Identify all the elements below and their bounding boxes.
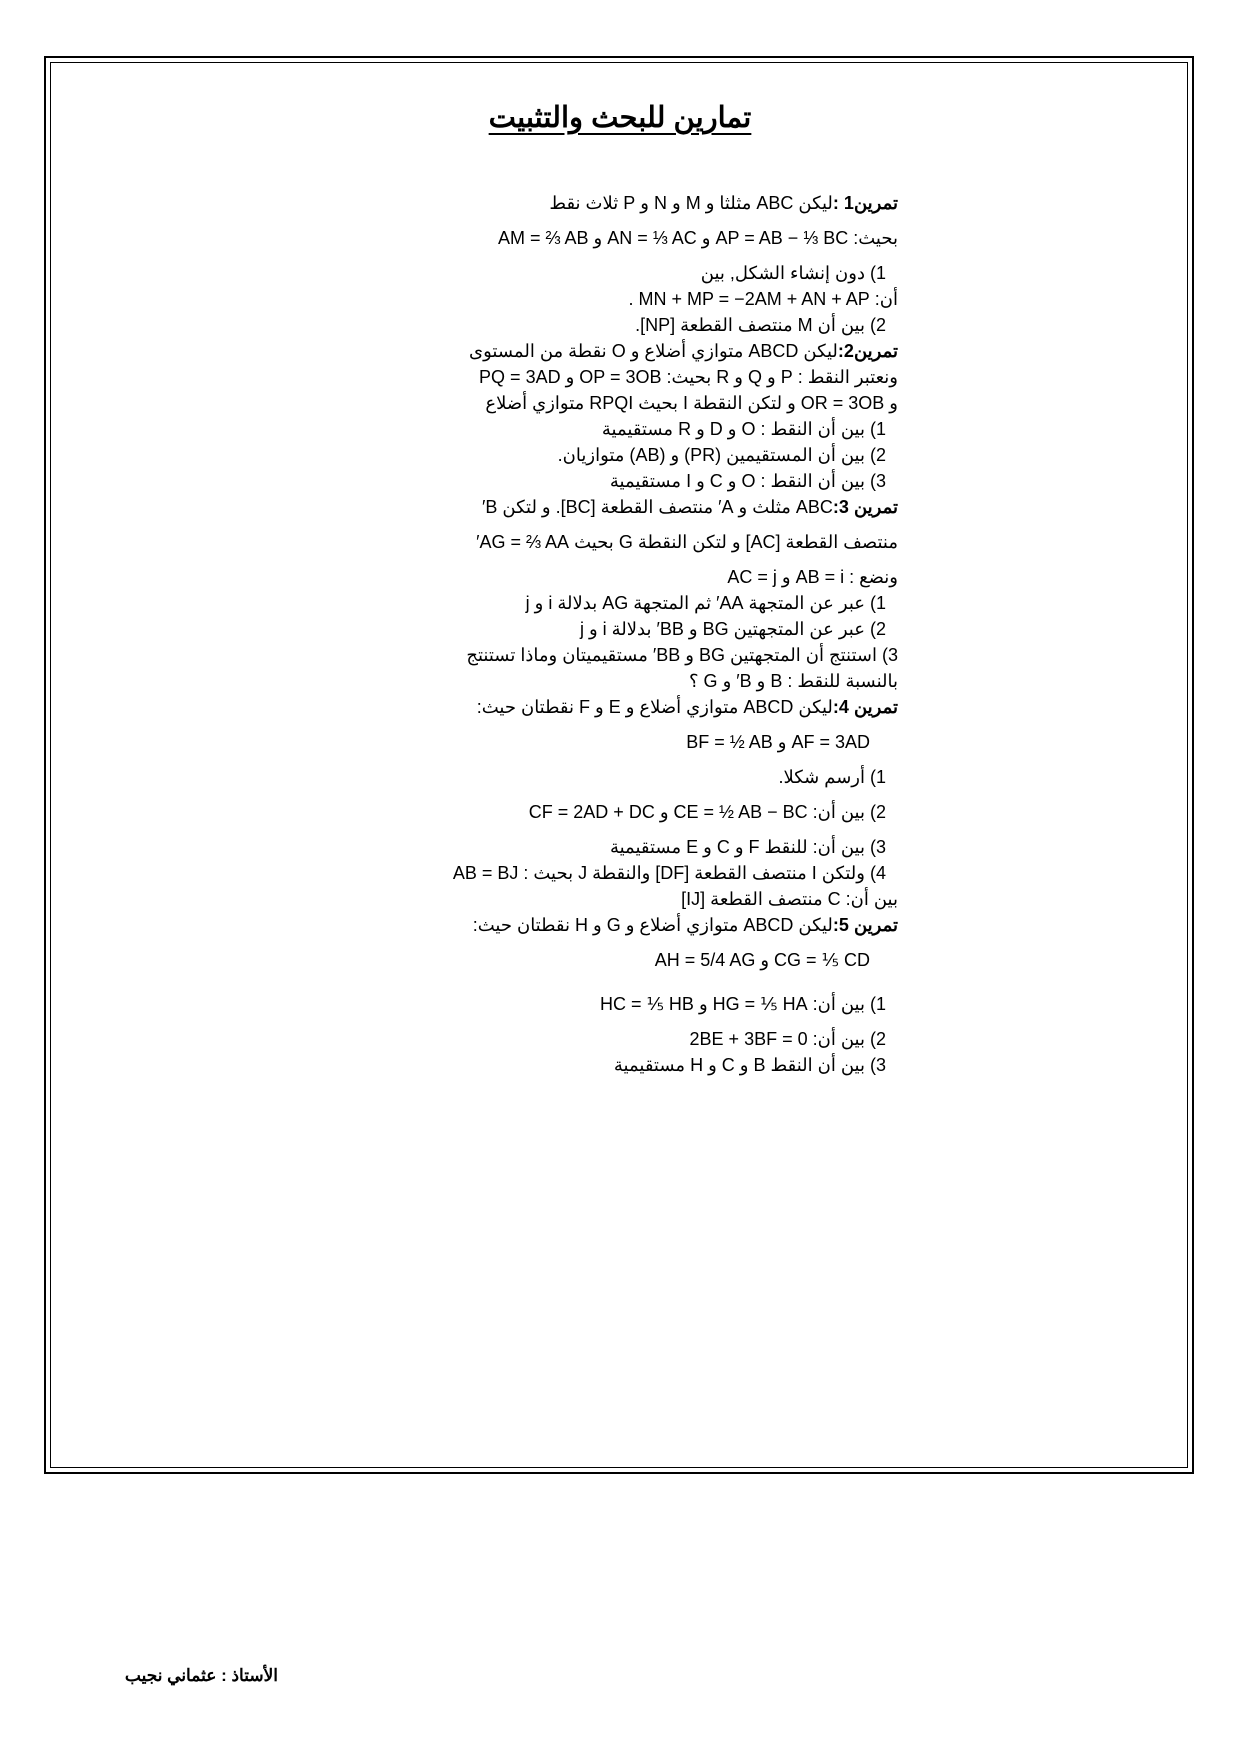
exercise-5-line: 3) بين أن النقط B و C و H مستقيمية <box>613 1055 886 1075</box>
exercise-3-line: 3) استنتج أن المتجهتين BG و BB′ مستقيميتان وماذا تستنتج <box>466 645 898 665</box>
exercise-4-intro: تمرين 4:ليكن ABCD متوازي أضلاع و E و F نقطتان حيث: <box>476 697 898 717</box>
exercise-3-line: ونضع : AB = i و AC = j <box>727 567 898 587</box>
exercise-2-line: و OR = 3OB و لتكن النقطة I بحيث RPQI متوازي أضلاع <box>485 393 898 413</box>
exercise-1-intro: تمرين1 :ليكن ABC مثلثا و M و N و P ثلاث نقط <box>549 193 898 213</box>
page-title: تمارين للبحث والتثبيت <box>488 102 752 134</box>
exercise-2-label: تمرين2: <box>837 341 898 361</box>
exercise-3-label: تمرين 3: <box>832 497 898 517</box>
exercise-5-line: CG = ⅕ CD و AH = 5/4 AG <box>654 950 870 970</box>
exercise-2-line: 1) بين أن النقط : O و D و R مستقيمية <box>601 419 886 439</box>
exercise-1-label: تمرين1 : <box>832 193 898 213</box>
exercise-1-line: أن: MN + MP = −2AM + AN + AP . <box>628 289 898 309</box>
exercise-5-intro: تمرين 5:ليكن ABCD متوازي أضلاع و G و H نقطتان حيث: <box>472 915 898 935</box>
exercise-4-line: 4) ولتكن I منتصف القطعة [DF] والنقطة J بحيث : AB = BJ <box>452 863 886 883</box>
exercise-3-line: بالنسبة للنقط : B و B′ و G ؟ <box>688 671 898 691</box>
exercise-1-line: بحيث: AP = AB − ⅓ BC و AN = ⅓ AC و AM = ⅔ AB <box>498 228 898 248</box>
exercise-2-line: ونعتبر النقط : P و Q و R بحيث: OP = 3OB و PQ = 3AD <box>479 367 898 387</box>
exercise-4-line: بين أن: C منتصف القطعة [IJ] <box>681 889 898 909</box>
exercise-3-line: منتصف القطعة [AC] و لتكن النقطة G بحيث AG = ⅔ AA′ <box>476 532 898 552</box>
exercise-3-line: 1) عبر عن المتجهة AA′ ثم المتجهة AG بدلالة i و j <box>525 593 886 613</box>
exercise-4-line: 2) بين أن: CE = ½ AB − BC و CF = 2AD + DC <box>528 802 886 822</box>
exercise-1-line: 2) بين أن M منتصف القطعة [NP]. <box>635 315 886 335</box>
exercises-content <box>350 190 898 1078</box>
exercise-2-intro: تمرين2:ليكن ABCD متوازي أضلاع و O نقطة من المستوى <box>469 341 898 361</box>
exercise-3-intro: تمرين 3:ABC مثلث و A′ منتصف القطعة [BC]. و لتكن B′ <box>481 497 898 517</box>
exercise-1-line: 1) دون إنشاء الشكل, بين <box>700 263 886 283</box>
exercise-5-line: 2) بين أن: 2BE + 3BF = 0 <box>689 1029 886 1049</box>
exercise-4-label: تمرين 4: <box>832 697 898 717</box>
exercise-4-line: 3) بين أن: للنقط F و C و E مستقيمية <box>609 837 886 857</box>
exercise-3-line: 2) عبر عن المتجهتين BG و BB′ بدلالة i و j <box>579 619 886 639</box>
exercise-2-line: 2) بين أن المستقيمين (PR) و (AB) متوازيان. <box>557 445 886 465</box>
exercise-4-line: AF = 3AD و BF = ½ AB <box>686 732 870 752</box>
author-signature: الأستاذ : عثماني نجيب <box>124 1666 278 1685</box>
exercise-5-line: 1) بين أن: HG = ⅕ HA و HC = ⅕ HB <box>599 994 886 1014</box>
exercise-5-label: تمرين 5: <box>832 915 898 935</box>
exercise-2-line: 3) بين أن النقط : O و C و I مستقيمية <box>609 471 886 491</box>
exercise-4-line: 1) أرسم شكلا. <box>778 767 886 787</box>
